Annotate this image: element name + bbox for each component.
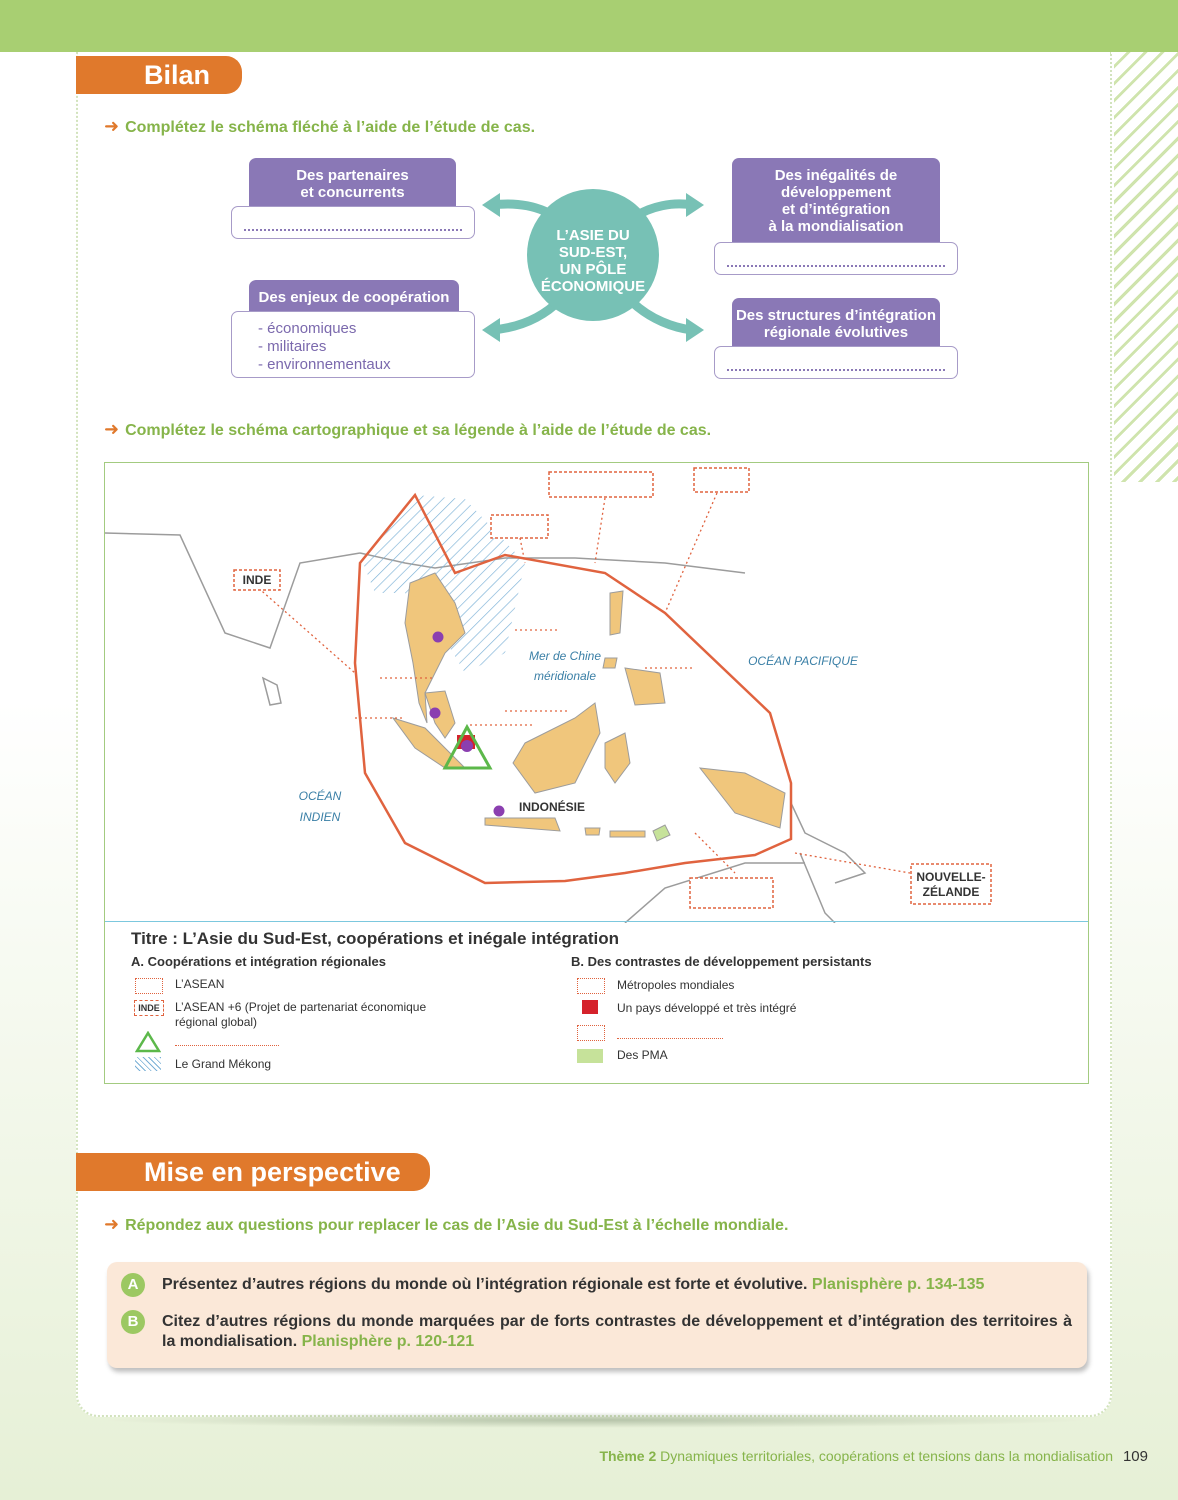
- box-line: Des inégalités de: [774, 167, 898, 184]
- legend-asean6: [175, 1000, 426, 1030]
- legend-pma: Des PMA: [617, 1048, 668, 1062]
- coastline-australia-east: [800, 853, 835, 923]
- coastline-srilanka: [263, 678, 281, 705]
- label-indien-2: INDIEN: [299, 810, 341, 824]
- box-line: régionale évolutives: [763, 324, 909, 341]
- list-item: - environnementaux: [258, 356, 391, 373]
- leader-inde: [255, 585, 355, 673]
- list-item: - économiques: [258, 320, 357, 337]
- decorative-stripes: [1114, 52, 1178, 482]
- box-enjeux-list: [231, 311, 475, 378]
- legend-b-heading: B. Des contrastes de développement persistants: [571, 954, 872, 969]
- questions-box: [107, 1262, 1087, 1368]
- coastline-papua: [791, 803, 865, 883]
- box-empty-2: [549, 472, 653, 497]
- box-enjeux-header: [249, 280, 459, 312]
- label-indonesie: INDONÉSIE: [518, 800, 586, 814]
- legend-swatch-mekong: [135, 1057, 161, 1071]
- arrow-right-icon: ➜: [104, 419, 120, 439]
- footer: [599, 1448, 1148, 1465]
- legend-metropoles: Métropoles mondiales: [617, 978, 735, 992]
- answer-dots: [727, 369, 945, 371]
- legend-mekong: Le Grand Mékong: [175, 1057, 272, 1071]
- footer-theme: Thème 2: [599, 1448, 657, 1464]
- leader-nz: [795, 853, 910, 873]
- box-structures-header: [732, 298, 940, 347]
- legend-separator: [105, 921, 1088, 922]
- arrow-to-structures: [630, 300, 692, 330]
- leader-pacific: [665, 493, 717, 613]
- map-title: Titre : L’Asie du Sud-Est, coopérations et inégale intégration: [131, 929, 620, 948]
- question-a-text: Présentez d’autres régions du monde où l’intégration régionale est forte et évolutive.: [162, 1276, 808, 1293]
- legend-asean: L’ASEAN: [175, 977, 225, 991]
- land-philippines-south: [625, 668, 665, 705]
- land-sumatra: [393, 718, 465, 768]
- label-nz-2: ZÉLANDE: [922, 885, 980, 899]
- leader-australia: [695, 833, 735, 873]
- question-a-ref: Planisphère p. 134-135: [811, 1276, 985, 1293]
- arrow-right-icon: ➜: [104, 116, 120, 136]
- legend-swatch-pma: [577, 1049, 603, 1063]
- legend-swatch-triangle: [135, 1031, 161, 1053]
- land-borneo: [513, 703, 600, 793]
- box-empty-4: [690, 878, 773, 908]
- label-mer-1: Mer de Chine: [528, 649, 602, 663]
- metropole-jakarta: [494, 806, 505, 817]
- metropole-kuala-lumpur: [430, 708, 441, 719]
- answer-field-inegalites[interactable]: [714, 242, 958, 275]
- answer-dots: [727, 265, 945, 267]
- map-frame: [104, 462, 1089, 1084]
- hub-line: SUD-EST,: [558, 244, 628, 261]
- land-java: [485, 818, 560, 831]
- box-inegalites-header: [732, 158, 940, 243]
- legend-line: régional global): [175, 1015, 258, 1029]
- label-mer-2: méridionale: [533, 669, 597, 683]
- land-sulawesi: [605, 733, 630, 783]
- section-tab-bilan: Bilan: [76, 56, 242, 94]
- hub-line: L’ASIE DU: [556, 227, 630, 244]
- land-philippines-north: [610, 591, 623, 635]
- hub-line: UN PÔLE: [559, 261, 627, 278]
- box-line: développement: [780, 184, 892, 201]
- instruction-text: Complétez le schéma fléché à l’aide de l’étude de cas.: [125, 119, 536, 136]
- metropole-bangkok: [433, 632, 444, 643]
- land-philippines-mid: [603, 658, 617, 668]
- bullet-b: B: [121, 1310, 145, 1334]
- bullet-a: A: [121, 1273, 145, 1297]
- box-empty-3: [694, 468, 749, 492]
- pma-timor: [653, 825, 670, 841]
- page-number: 109: [1122, 1448, 1148, 1465]
- hub-circle: [527, 189, 659, 321]
- box-line: Des structures d’intégration: [735, 307, 937, 324]
- box-line: et d’intégration: [781, 201, 891, 218]
- map-svg: [105, 463, 1088, 923]
- legend-swatch-inde: INDE: [134, 1000, 164, 1016]
- top-band: [0, 0, 1178, 52]
- legend-blank-line-a: [175, 1045, 279, 1046]
- arrow-right-icon: ➜: [104, 1214, 120, 1234]
- box-line: Des partenaires: [296, 167, 409, 184]
- instruction-perspective: [104, 1214, 788, 1235]
- legend-blank-line-b: [617, 1038, 723, 1039]
- instruction-schema-carto: [104, 419, 711, 440]
- card-shadow: [100, 1412, 1090, 1428]
- box-partenaires-header: [249, 158, 456, 207]
- label-pacifique: OCÉAN PACIFIQUE: [748, 654, 858, 668]
- answer-field-partenaires[interactable]: [231, 206, 475, 239]
- leader-top: [595, 498, 605, 563]
- land-bali: [585, 828, 600, 835]
- answer-dots: [244, 229, 462, 231]
- question-b-text: Citez d’autres régions du monde marquées par de forts contrastes de développement et d’intégration des territoires à la mondialisation.: [162, 1313, 1072, 1350]
- label-nz-1: NOUVELLE-: [916, 870, 986, 884]
- label-inde: INDE: [242, 573, 272, 587]
- legend-line: L’ASEAN +6 (Projet de partenariat économique: [175, 1000, 427, 1014]
- instruction-schema-fleche: [104, 116, 535, 137]
- box-empty-1: [491, 515, 548, 538]
- question-b: [162, 1312, 1072, 1352]
- coastline-india: [105, 533, 360, 648]
- hub-line: ÉCONOMIQUE: [540, 278, 646, 295]
- box-line: à la mondialisation: [768, 218, 904, 235]
- question-a: [162, 1275, 1072, 1295]
- legend-swatch-asean: [135, 978, 163, 994]
- legend-swatch-blank: [577, 1025, 605, 1041]
- legend-a-heading: A. Coopérations et intégration régionales: [131, 954, 386, 969]
- footer-title: Dynamiques territoriales, coopérations et tensions dans la mondialisation: [660, 1448, 1114, 1464]
- box-line: Des enjeux de coopération: [258, 289, 450, 306]
- list-item: - militaires: [258, 338, 327, 355]
- legend-swatch-developpe: [582, 1000, 598, 1014]
- legend-swatch-metropoles: [577, 978, 605, 994]
- land-new-guinea: [700, 768, 785, 828]
- box-line: et concurrents: [300, 184, 405, 201]
- instruction-text: Répondez aux questions pour replacer le cas de l’Asie du Sud-Est à l’échelle mondiale.: [125, 1217, 789, 1234]
- instruction-text: Complétez le schéma cartographique et sa légende à l’aide de l’étude de cas.: [125, 422, 712, 439]
- question-b-ref: Planisphère p. 120-121: [301, 1333, 475, 1350]
- legend-developpe: Un pays développé et très intégré: [617, 1001, 797, 1015]
- land-nusa: [610, 831, 645, 837]
- section-tab-perspective: Mise en perspective: [76, 1153, 430, 1191]
- label-indien-1: OCÉAN: [298, 789, 342, 803]
- metropole-singapour: [461, 740, 473, 752]
- answer-field-structures[interactable]: [714, 346, 958, 379]
